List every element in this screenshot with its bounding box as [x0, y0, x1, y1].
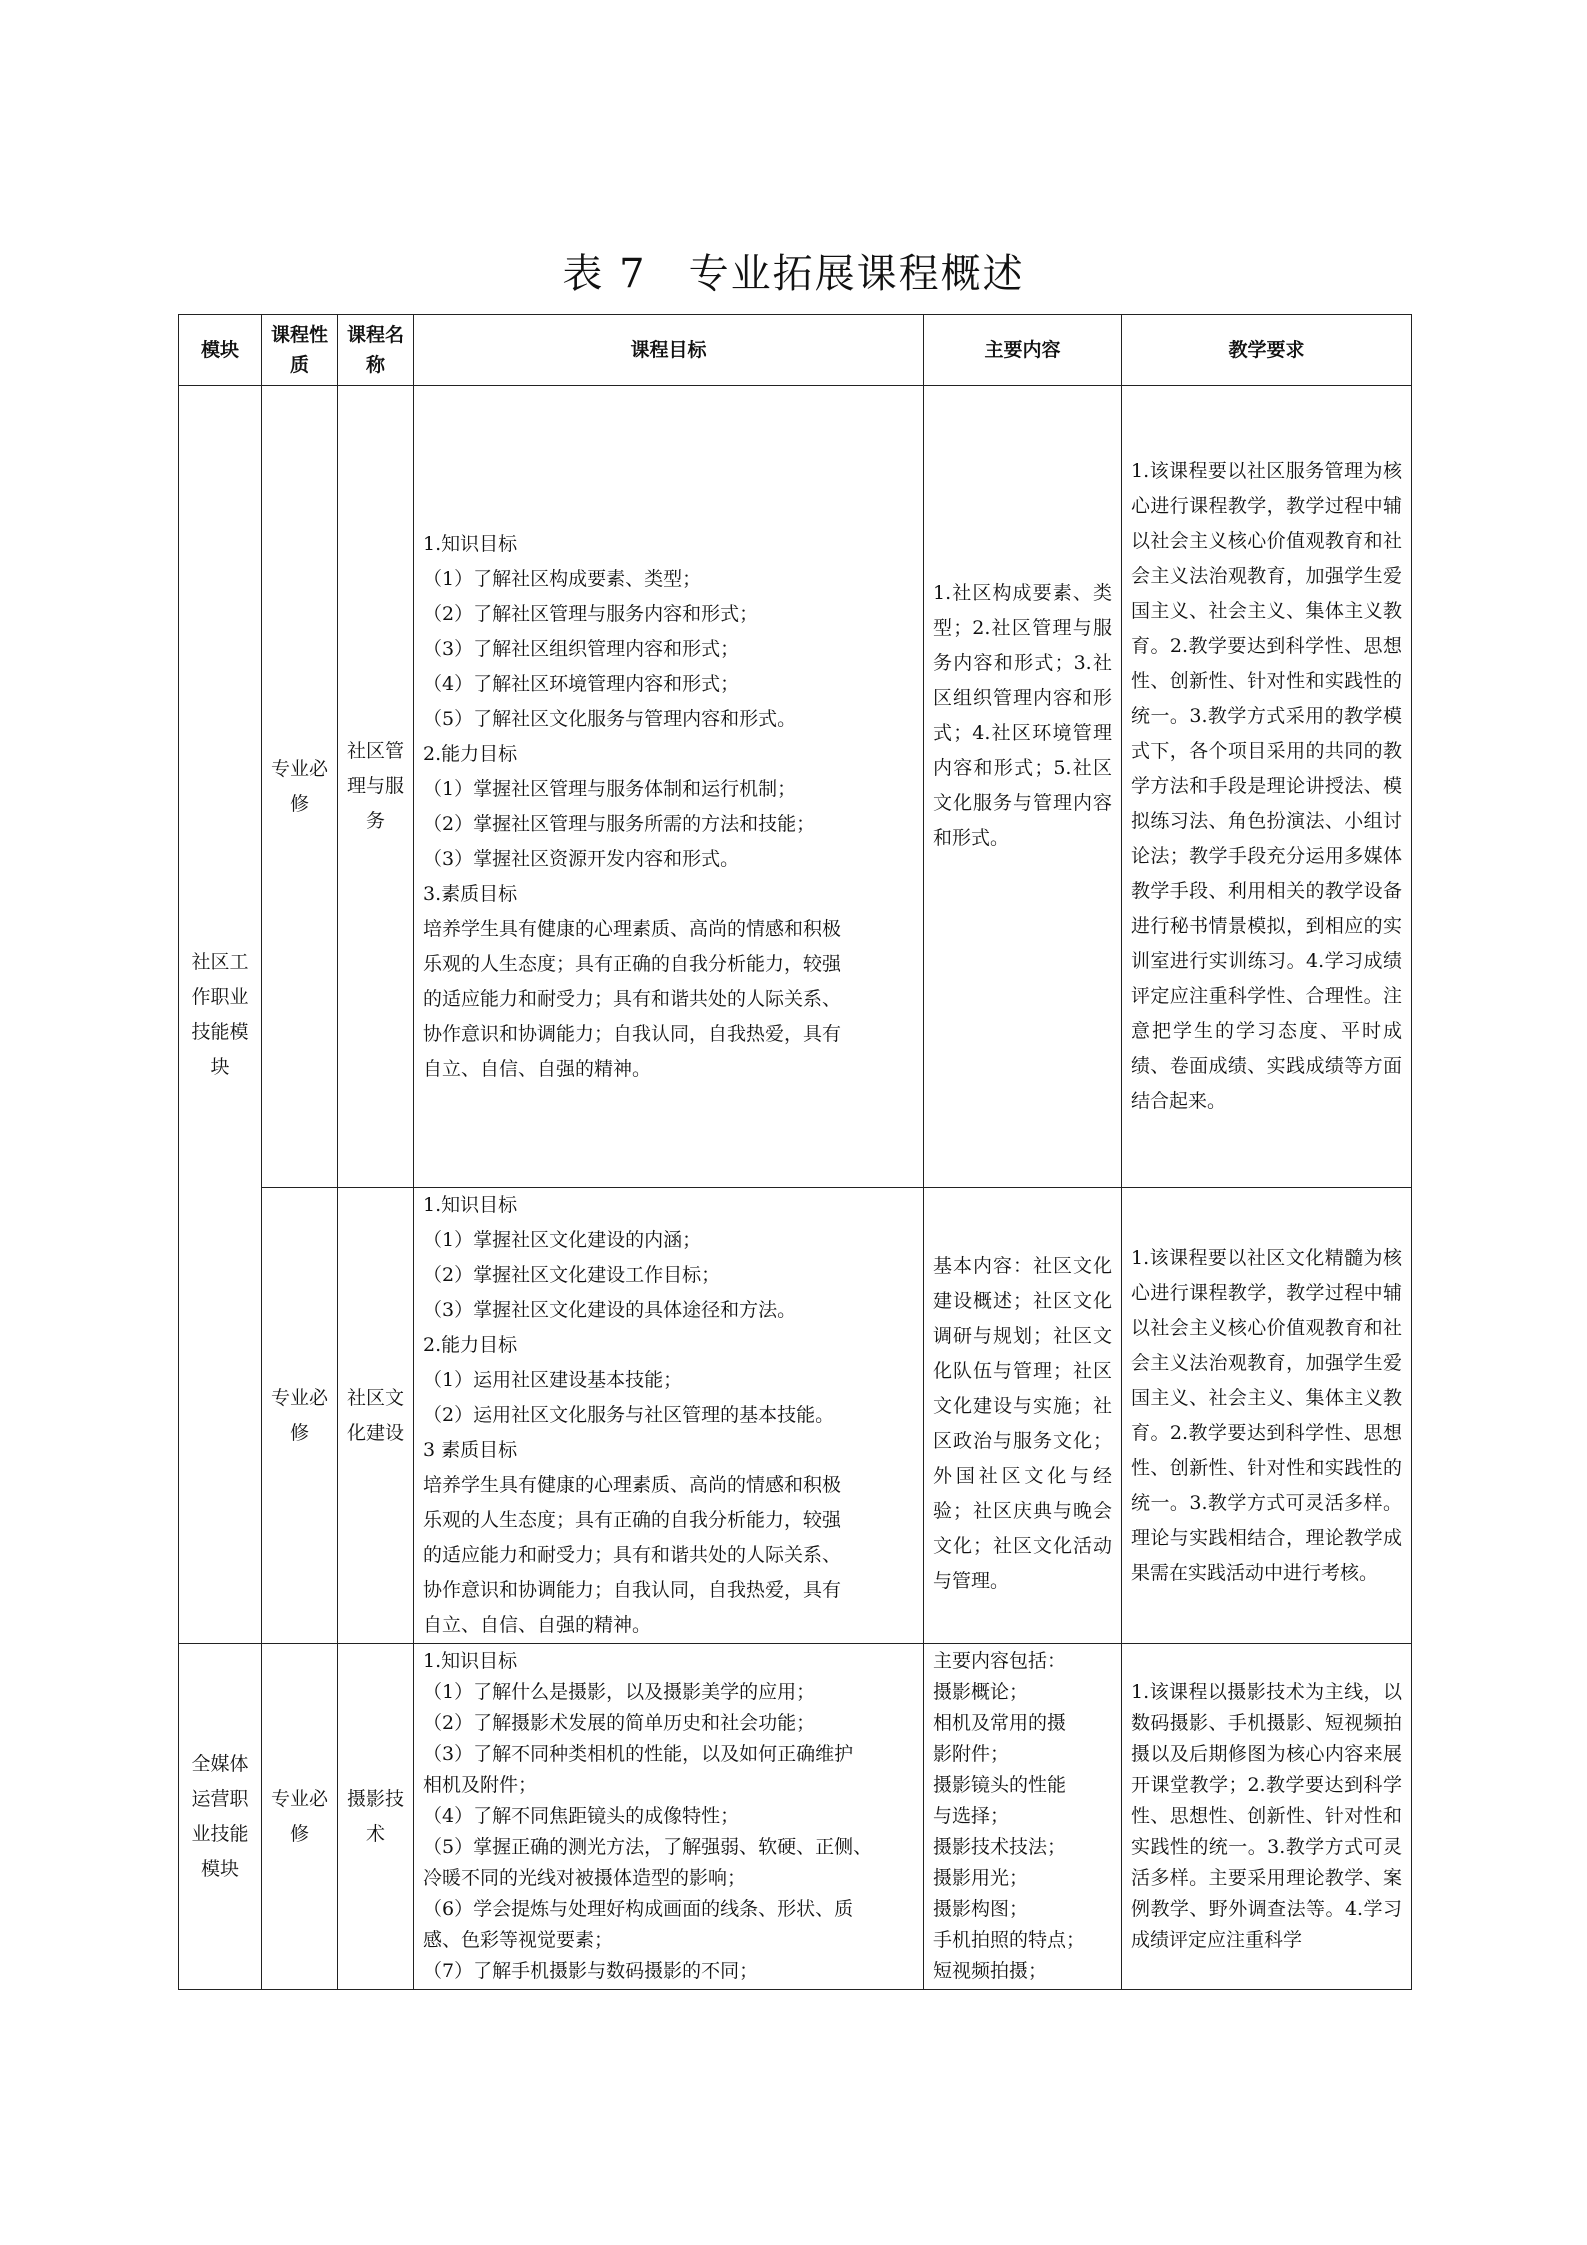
goal-cell: [414, 386, 924, 1188]
text-line: 手机拍照的特点；: [933, 1929, 1086, 1951]
text-line: 短视频拍摄；: [933, 1960, 1048, 1982]
header-row: [179, 315, 1412, 386]
text-line: 影附件；: [933, 1743, 1010, 1765]
content-list: [933, 1646, 1112, 1987]
content-cell: 1.社区构成要素、类型；2.社区管理与服务内容和形式；3.社区组织管理内容和形式；4.社区环境管理内容和形式；5.社区文化服务与管理内容和形式。: [924, 386, 1122, 1188]
name-cell: 社区管理与服务: [338, 386, 414, 1188]
text-line: 2.能力目标: [423, 1334, 518, 1356]
text-line: （2）了解摄影术发展的简单历史和社会功能；: [423, 1712, 816, 1734]
text-line: （3）了解不同种类相机的性能，以及如何正确维护: [423, 1743, 854, 1765]
text-line: 1.知识目标: [423, 532, 518, 555]
text-line: （3）掌握社区资源开发内容和形式。: [423, 847, 740, 870]
goal-list: [423, 1646, 914, 1987]
text-line: 培养学生具有健康的心理素质、高尚的情感和积极: [423, 1474, 842, 1496]
req-cell: 1.该课程以摄影技术为主线，以数码摄影、手机摄影、短视频拍摄以及后期修图为核心内容来展开课堂教学；2.教学要达到科学性、思想性、创新性、针对性和实践性的统一。3.教学方式可灵活多样。主要采用理论教学、案例教学、野外调查法等。4.学习成绩评定应注重科学: [1122, 1644, 1412, 1990]
text-line: 相机及常用的摄: [933, 1712, 1067, 1734]
text-line: （1）掌握社区文化建设的内涵；: [423, 1229, 702, 1251]
text-line: （1）了解什么是摄影，以及摄影美学的应用；: [423, 1681, 816, 1703]
name-cell: 社区文化建设: [338, 1188, 414, 1644]
header-goal: 课程目标: [414, 315, 924, 386]
text-line: （2）掌握社区文化建设工作目标；: [423, 1264, 721, 1286]
text-line: 感、色彩等视觉要素；: [423, 1929, 614, 1951]
text-line: 摄影镜头的性能: [933, 1774, 1067, 1796]
header-req: 教学要求: [1122, 315, 1412, 386]
req-cell: 1.该课程要以社区服务管理为核心进行课程教学，教学过程中辅以社会主义核心价值观教育和社会主义法治观教育，加强学生爱国主义、社会主义、集体主义教育。2.教学要达到科学性、思想性、创新性、针对性和实践性的统一。3.教学方式采用的教学模式下，各个项目采用的共同的教学方法和手段是理论讲授法、模拟练习法、角色扮演法、小组讨论法；教学手段充分运用多媒体教学手段、利用相关的教学设备进行秘书情景模拟，到相应的实训室进行实训练习。4.学习成绩评定应注重科学性、合理性。注意把学生的学习态度、平时成绩、卷面成绩、实践成绩等方面结合起来。: [1122, 386, 1412, 1188]
text-line: 冷暖不同的光线对被摄体造型的影响；: [423, 1867, 747, 1889]
table-row: [179, 1644, 1412, 1990]
course-table: [178, 314, 1412, 1990]
goal-cell: [414, 1188, 924, 1644]
text-line: 摄影技术技法；: [933, 1836, 1067, 1858]
nature-cell: 专业必修: [262, 386, 338, 1188]
text-line: 培养学生具有健康的心理素质、高尚的情感和积极: [423, 917, 842, 940]
text-line: （1）掌握社区管理与服务体制和运行机制；: [423, 777, 797, 800]
text-line: （5）掌握正确的测光方法，了解强弱、软硬、正侧、: [423, 1836, 873, 1858]
goal-cell: [414, 1644, 924, 1990]
text-line: 主要内容包括：: [933, 1650, 1067, 1672]
header-content: 主要内容: [924, 315, 1122, 386]
text-line: （2）运用社区文化服务与社区管理的基本技能。: [423, 1404, 835, 1426]
text-line: 3.素质目标: [423, 882, 518, 905]
content-cell: 基本内容：社区文化建设概述；社区文化调研与规划；社区文化队伍与管理；社区文化建设与实施；社区政治与服务文化；外国社区文化与经验；社区庆典与晚会文化；社区文化活动与管理。: [924, 1188, 1122, 1644]
text-line: （2）了解社区管理与服务内容和形式；: [423, 602, 759, 625]
goal-list: [423, 527, 914, 1087]
name-cell: 摄影技术: [338, 1644, 414, 1990]
text-line: （1）了解社区构成要素、类型；: [423, 567, 702, 590]
header-module: 模块: [179, 315, 262, 386]
text-line: 2.能力目标: [423, 742, 518, 765]
text-line: 自立、自信、自强的精神。: [423, 1057, 652, 1080]
table-row: [179, 1188, 1412, 1644]
module-cell: 全媒体运营职业技能模块: [179, 1644, 262, 1990]
nature-cell: 专业必修: [262, 1644, 338, 1990]
text-line: （5）了解社区文化服务与管理内容和形式。: [423, 707, 797, 730]
text-line: （1）运用社区建设基本技能；: [423, 1369, 683, 1391]
text-line: （4）了解社区环境管理内容和形式；: [423, 672, 740, 695]
text-line: 与选择；: [933, 1805, 1010, 1827]
header-nature: 课程性质: [262, 315, 338, 386]
text-line: 1.知识目标: [423, 1194, 518, 1216]
text-line: 相机及附件；: [423, 1774, 538, 1796]
goal-list: [423, 1188, 914, 1643]
text-line: （7）了解手机摄影与数码摄影的不同；: [423, 1960, 759, 1982]
text-line: 协作意识和协调能力；自我认同，自我热爱，具有: [423, 1579, 842, 1601]
page-title: 表 7 专业拓展课程概述: [562, 251, 1025, 297]
text-line: 摄影构图；: [933, 1898, 1029, 1920]
text-line: （6）学会提炼与处理好构成画面的线条、形状、质: [423, 1898, 854, 1920]
req-cell: 1.该课程要以社区文化精髓为核心进行课程教学，教学过程中辅以社会主义核心价值观教育和社会主义法治观教育，加强学生爱国主义、社会主义、集体主义教育。2.教学要达到科学性、思想性、创新性、针对性和实践性的统一。3.教学方式可灵活多样。理论与实践相结合，理论教学成果需在实践活动中进行考核。: [1122, 1188, 1412, 1644]
text-line: （3）了解社区组织管理内容和形式；: [423, 637, 740, 660]
text-line: （4）了解不同焦距镜头的成像特性；: [423, 1805, 740, 1827]
table-row: [179, 386, 1412, 1188]
text-line: 摄影用光；: [933, 1867, 1029, 1889]
text-line: 协作意识和协调能力；自我认同，自我热爱，具有: [423, 1022, 842, 1045]
text-line: 的适应能力和耐受力；具有和谐共处的人际关系、: [423, 987, 842, 1010]
module-cell: 社区工作职业技能模块: [179, 386, 262, 1644]
text-line: 乐观的人生态度；具有正确的自我分析能力，较强: [423, 1509, 842, 1531]
text-line: 的适应能力和耐受力；具有和谐共处的人际关系、: [423, 1544, 842, 1566]
text-line: 摄影概论；: [933, 1681, 1029, 1703]
text-line: （2）掌握社区管理与服务所需的方法和技能；: [423, 812, 816, 835]
text-line: 自立、自信、自强的精神。: [423, 1614, 652, 1636]
header-name: 课程名称: [338, 315, 414, 386]
text-line: 乐观的人生态度；具有正确的自我分析能力，较强: [423, 952, 842, 975]
text-line: （3）掌握社区文化建设的具体途径和方法。: [423, 1299, 797, 1321]
content-cell: [924, 1644, 1122, 1990]
nature-cell: 专业必修: [262, 1188, 338, 1644]
text-line: 1.知识目标: [423, 1650, 518, 1672]
text-line: 3 素质目标: [423, 1439, 518, 1461]
